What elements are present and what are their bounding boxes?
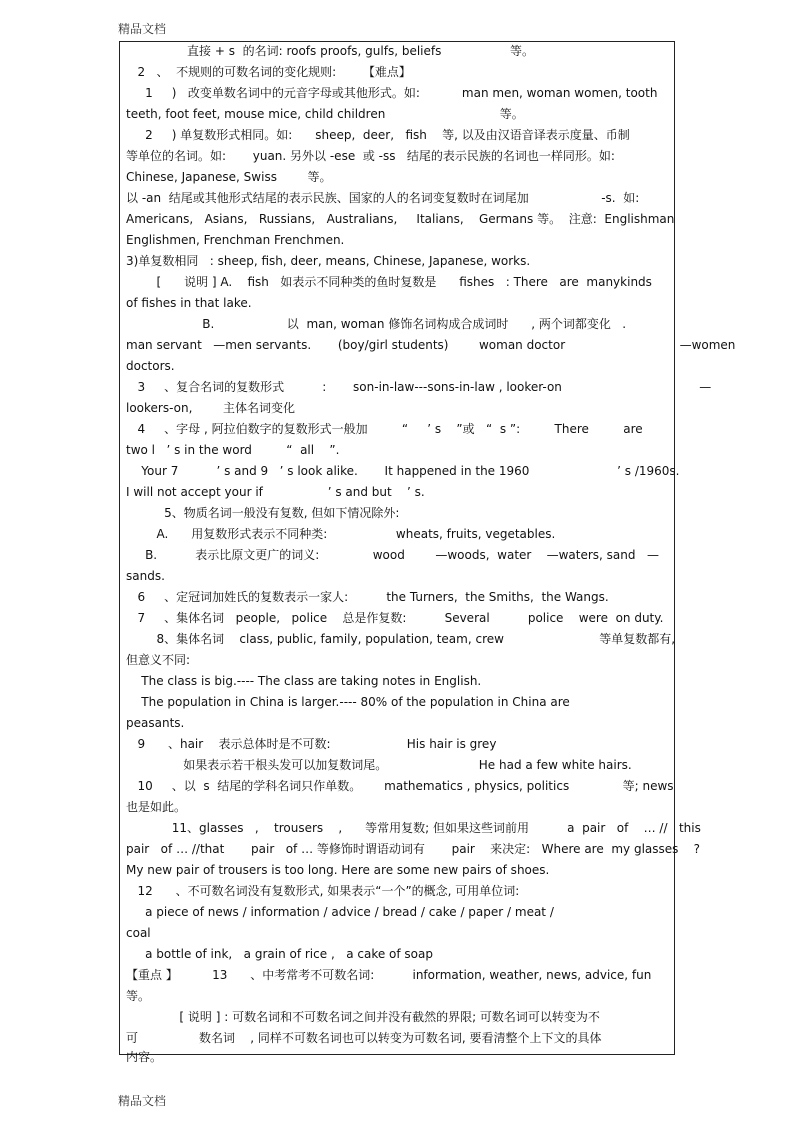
text-line: 4 、字母 , 阿拉伯数字的复数形式一般加 “ ’ s ”或 “ s ”: There are — [126, 422, 643, 436]
text-line: 11、glasses , trousers , 等常用复数; 但如果这些词前用 a pair of … // this — [126, 821, 701, 835]
text-line: I will not accept your if ’ s and but ’ s. — [126, 485, 425, 499]
text-line: [ 说明 ] A. fish 如表示不同种类的鱼时复数是 fishes : There are manykinds — [126, 275, 652, 289]
text-line: Americans, Asians, Russians, Australians, Italians, Germans 等。 注意: Englishman — [126, 212, 675, 226]
text-line: Chinese, Japanese, Swiss 等。 — [126, 170, 332, 184]
text-line: two l ’ s in the word “ all ”. — [126, 443, 340, 457]
text-line: B. 表示比原文更广的词义: wood —woods, water —waters, sand — — [126, 548, 659, 562]
text-line: 3)单复数相同 : sheep, fish, deer, means, Chinese, Japanese, works. — [126, 254, 531, 268]
text-line: 6 、定冠词加姓氏的复数表示一家人: the Turners, the Smiths, the Wangs. — [126, 590, 609, 604]
text-line: A. 用复数形式表示不同种类: wheats, fruits, vegetables. — [126, 527, 556, 541]
text-line: pair of … //that pair of … 等修饰时谓语动词有 pair 来决定: Where are my glasses ? — [126, 842, 701, 856]
text-line: 也是如此。 — [126, 800, 187, 814]
text-line: 【重点 】 13 、中考常考不可数名词: information, weather, news, advice, fun — [126, 968, 652, 982]
text-line: 内容。 — [126, 1050, 163, 1064]
text-line: 但意义不同: — [126, 653, 191, 667]
text-line: coal — [126, 926, 151, 940]
text-line: a piece of news / information / advice / bread / cake / paper / meat / — [126, 905, 554, 919]
text-line: 等单位的名词。如: yuan. 另外以 -ese 或 -ss 结尾的表示民族的名词也一样同形。如: — [126, 149, 615, 163]
text-line: 7 、集体名词 people, police 总是作复数: Several police were on duty. — [126, 611, 664, 625]
text-line: 直接 + s 的名词: roofs proofs, gulfs, beliefs 等。 — [126, 44, 535, 58]
text-line: 如果表示若干根头发可以加复数词尾。 He had a few white hairs. — [126, 758, 632, 772]
text-line: [ 说明 ] : 可数名词和不可数名词之间并没有截然的界限; 可数名词可以转变为不 — [126, 1010, 600, 1024]
text-line: 3 、复合名词的复数形式 : son-in-law---sons-in-law , looker-on — — [126, 380, 712, 394]
text-line: man servant —men servants. (boy/girl students) woman doctor —women — [126, 338, 736, 352]
text-line: The class is big.---- The class are taking notes in English. — [126, 674, 482, 688]
page-header-label: 精品文档 — [118, 22, 167, 36]
text-line: 2 、 不规则的可数名词的变化规则: 【难点】 — [126, 65, 411, 79]
text-line: 10 、以 s 结尾的学科名词只作单数。 mathematics , physics, politics 等; news — [126, 779, 674, 793]
text-line: 以 -an 结尾或其他形式结尾的表示民族、国家的人的名词变复数时在词尾加 -s. 如: — [126, 191, 640, 205]
text-line: Englishmen, Frenchman Frenchmen. — [126, 233, 345, 247]
text-line: 12 、不可数名词没有复数形式, 如果表示“一个”的概念, 可用单位词: — [126, 884, 520, 898]
text-line: The population in China is larger.---- 80% of the population in China are — [126, 695, 570, 709]
text-line: sands. — [126, 569, 165, 583]
text-line: B. 以 man, woman 修饰名词构成合成词时 , 两个词都变化 . — [126, 317, 627, 331]
text-line: peasants. — [126, 716, 185, 730]
text-line: 9 、hair 表示总体时是不可数: His hair is grey — [126, 737, 497, 751]
text-line: Your 7 ’ s and 9 ’ s look alike. It happened in the 1960 ’ s /1960s. — [126, 464, 680, 478]
text-line: teeth, foot feet, mouse mice, child children 等。 — [126, 107, 524, 121]
text-line: of fishes in that lake. — [126, 296, 252, 310]
text-line: doctors. — [126, 359, 175, 373]
page-footer-label: 精品文档 — [118, 1094, 167, 1108]
text-line: 2 ) 单复数形式相同。如: sheep, deer, fish 等, 以及由汉语音译表示度量、币制 — [126, 128, 630, 142]
text-line: a bottle of ink, a grain of rice , a cake of soap — [126, 947, 433, 961]
text-line: lookers-on, 主体名词变化 — [126, 401, 295, 415]
text-line: 5、物质名词一般没有复数, 但如下情况除外: — [126, 506, 400, 520]
text-line: 1 ) 改变单数名词中的元音字母或其他形式。如: man men, woman women, tooth — [126, 86, 658, 100]
text-line: My new pair of trousers is too long. Here are some new pairs of shoes. — [126, 863, 550, 877]
text-line: 等。 — [126, 989, 151, 1003]
text-line: 8、集体名词 class, public, family, population, team, crew 等单复数都有, — [126, 632, 676, 646]
text-line: 可 数名词 , 同样不可数名词也可以转变为可数名词, 要看清整个上下文的具体 — [126, 1031, 602, 1045]
